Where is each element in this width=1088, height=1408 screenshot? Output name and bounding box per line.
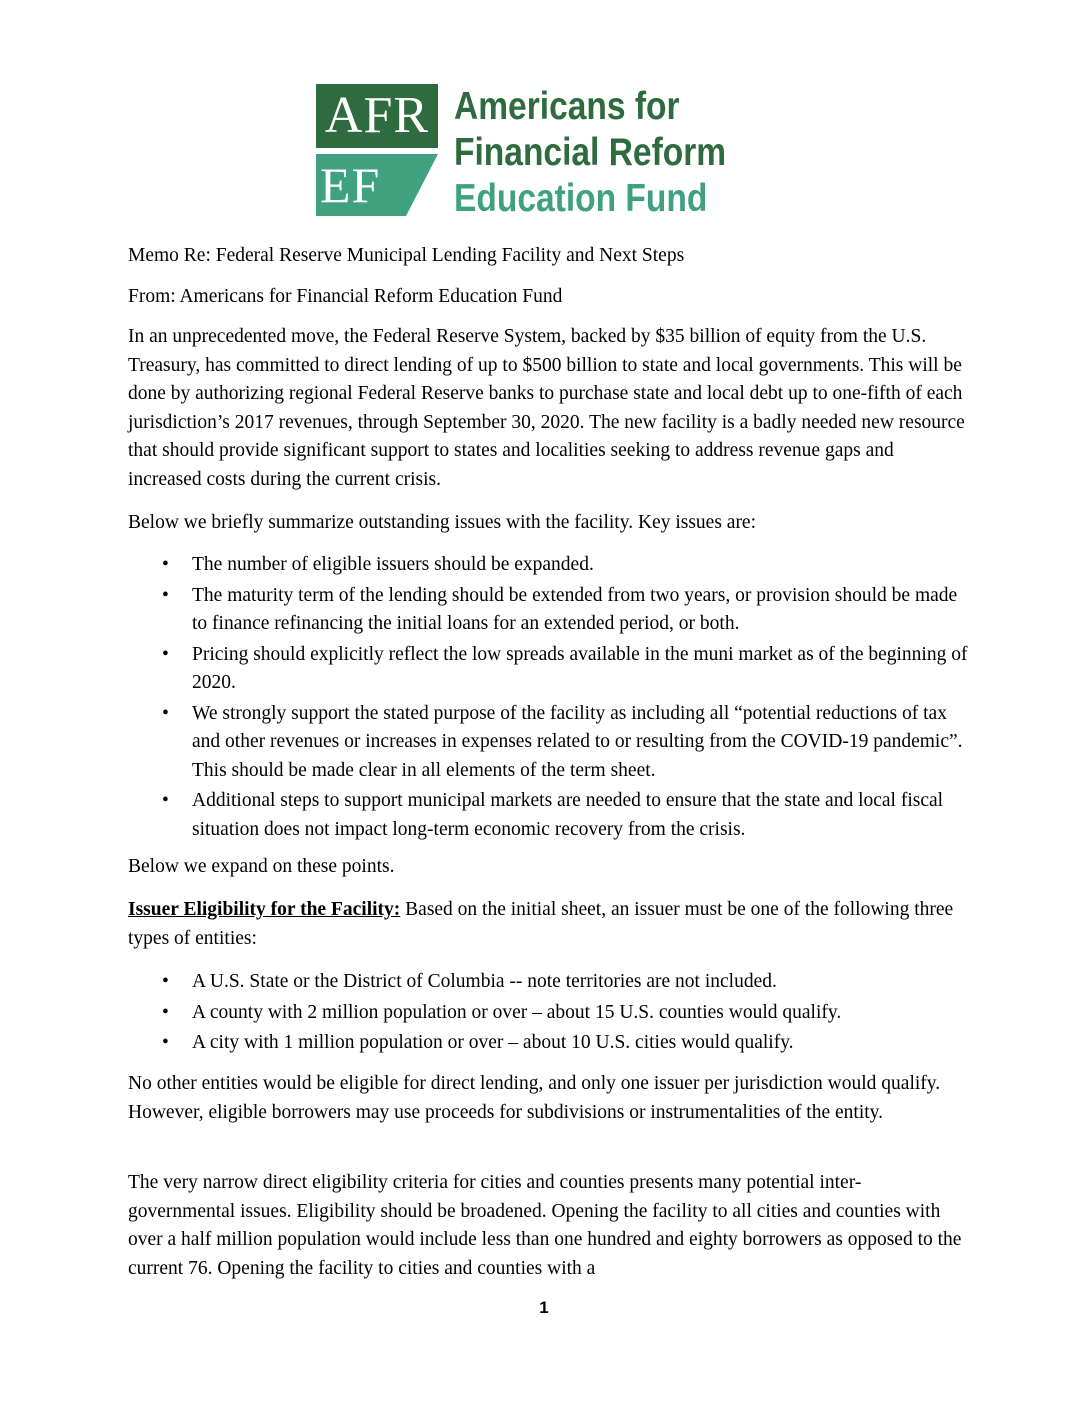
- logo-mark-ef-text: EF: [320, 157, 381, 213]
- bullet-icon: •: [162, 554, 169, 575]
- eligibility-heading: Issuer Eligibility for the Facility:: [128, 899, 401, 920]
- list-item: [128, 582, 968, 639]
- entity-types-list: [128, 968, 968, 1060]
- page-number: 1: [539, 1298, 549, 1317]
- list-item: [128, 968, 968, 997]
- list-item: [128, 700, 968, 786]
- intro-paragraph: In an unprecedented move, the Federal Reserve System, backed by $35 billion of equity from the U.S. Treasury, has committed to direct lending of up to $500 billion to state and local governments. This will be done by authorizing regional Federal Reserve banks to purchase state and local debt up to one-fifth of each jurisdiction’s 2017 revenues, through September 30, 2020. The new facility is a badly needed new resource that should provide significant support to states and localities seeking to address revenue gaps and increased costs during the current crisis.: [128, 326, 965, 490]
- key-issue-text: We strongly support the stated purpose of the facility as including all “potential reductions of tax and other revenues or increases in expenses related to or resulting from the COVID-19 pandemic”. This should be made clear in all elements of the term sheet.: [192, 702, 963, 781]
- logo-line-1: Americans for: [454, 85, 680, 128]
- logo-mark-afr: AFR: [316, 84, 438, 148]
- key-issue-text: The maturity term of the lending should be extended from two years, or provision should be made to finance refinancing the initial loans for an extended period, or both.: [192, 584, 958, 634]
- entity-type-text: A U.S. State or the District of Columbia -- note territories are not included.: [192, 971, 777, 992]
- no-other-paragraph: No other entities would be eligible for direct lending, and only one issuer per jurisdiction would qualify. However, eligible borrowers may use proceeds for subdivisions or instrumentalities of the entity.: [128, 1073, 941, 1123]
- bullet-icon: •: [162, 643, 169, 665]
- key-issue-text: Pricing should explicitly reflect the low spreads available in the muni market as of the beginning of 2020.: [192, 643, 968, 693]
- logo-line-3: Education Fund: [454, 177, 708, 220]
- logo-mark-ef: [316, 154, 438, 216]
- expand-lead: Below we expand on these points.: [128, 856, 395, 877]
- list-item: [128, 551, 968, 580]
- key-issues-list: [128, 551, 968, 846]
- bullet-icon: •: [162, 790, 169, 811]
- bullet-icon: •: [162, 702, 169, 724]
- entity-type-text: A county with 2 million population or over – about 15 U.S. counties would qualify.: [192, 1001, 842, 1023]
- list-item: [128, 1029, 968, 1058]
- key-issue-text: Additional steps to support municipal markets are needed to ensure that the state and local fiscal situation does not impact long-term economic recovery from the crisis.: [192, 790, 944, 840]
- memo-from: From: Americans for Financial Reform Education Fund: [128, 286, 563, 307]
- eligibility-paragraph: [128, 896, 968, 953]
- list-item: [128, 641, 968, 698]
- bullet-icon: •: [162, 584, 169, 606]
- bullet-icon: •: [162, 1001, 169, 1023]
- memo-subject: Memo Re: Federal Reserve Municipal Lending Facility and Next Steps: [128, 245, 685, 266]
- afr-ef-logo: [316, 84, 776, 218]
- logo-line-2: Financial Reform: [454, 131, 727, 174]
- list-item: [128, 787, 968, 844]
- bullet-icon: •: [162, 1032, 169, 1053]
- summary-lead: Below we briefly summarize outstanding issues with the facility. Key issues are:: [128, 512, 757, 533]
- entity-type-text: A city with 1 million population or over – about 10 U.S. cities would qualify.: [192, 1032, 794, 1053]
- bullet-icon: •: [162, 971, 169, 992]
- eligibility-intro: Based on the initial sheet, an issuer must be one of the following three types of entities:: [128, 899, 954, 949]
- key-issue-text: The number of eligible issuers should be expanded.: [192, 554, 594, 575]
- narrow-criteria-paragraph: The very narrow direct eligibility criteria for cities and counties presents many potential inter-governmental issues. Eligibility should be broadened. Opening the facility to all cities and counties with over a half million population would include less than one hundred and eighty borrowers as opposed to the current 76. Opening the facility to cities and counties with a: [128, 1172, 962, 1279]
- list-item: [128, 999, 968, 1028]
